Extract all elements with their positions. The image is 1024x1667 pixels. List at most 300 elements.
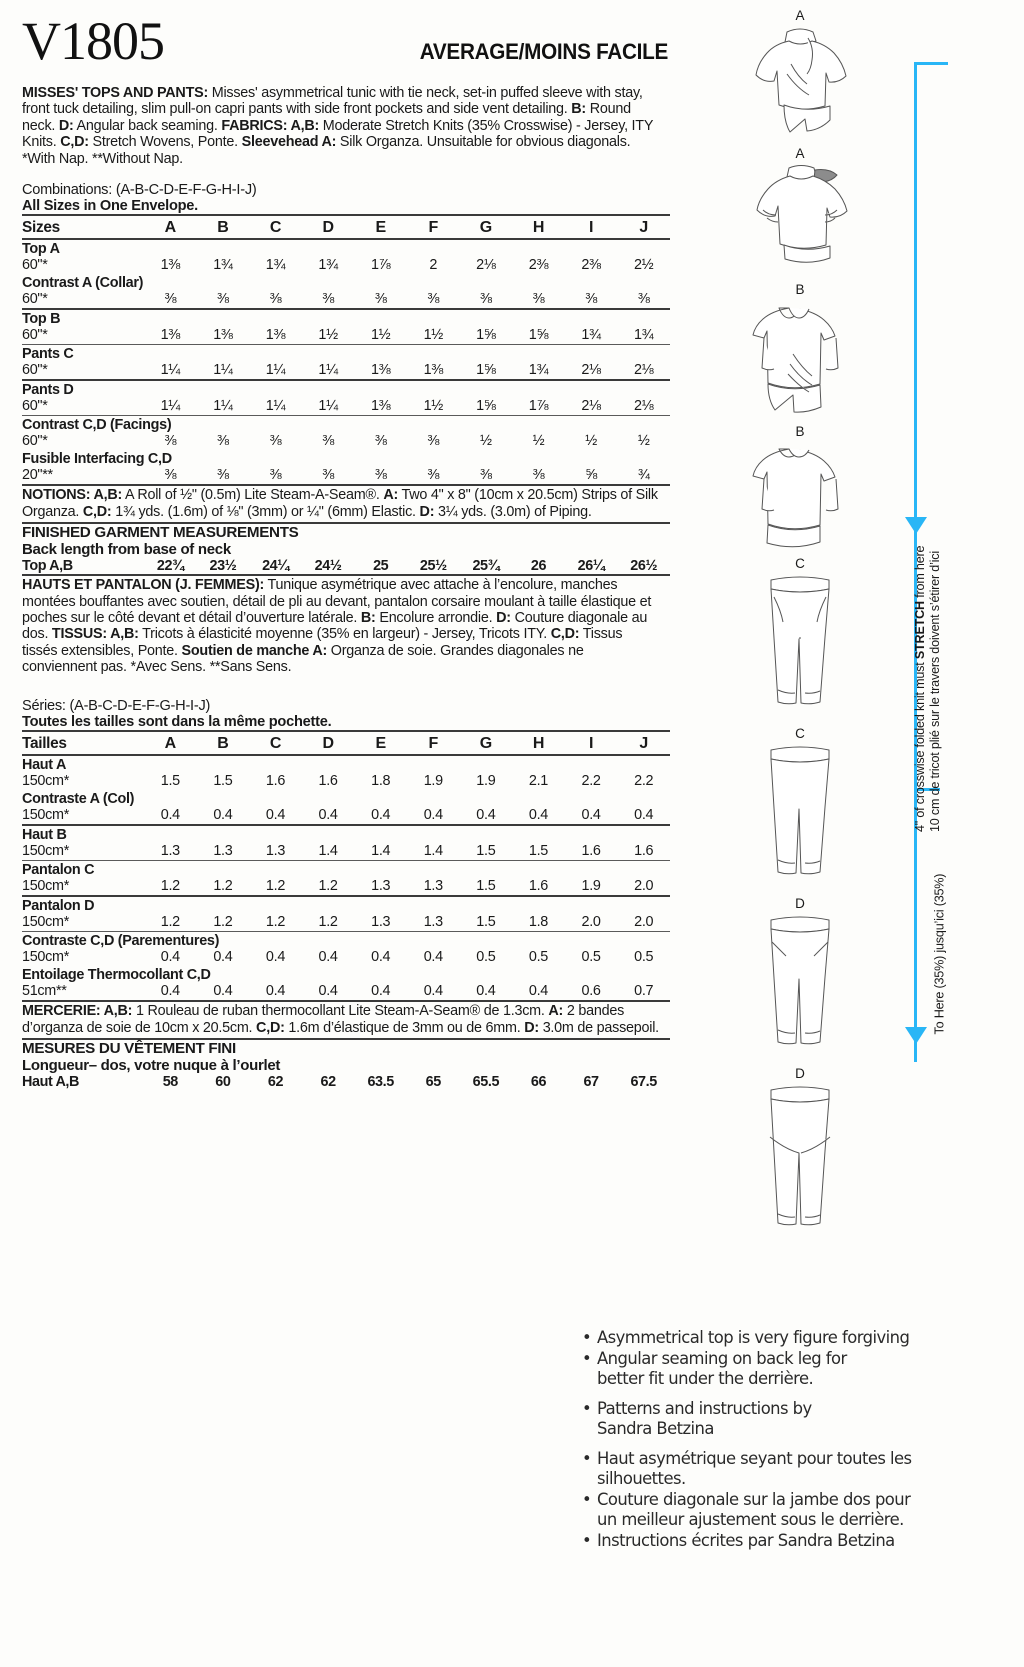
table-cell: 0.5 (528, 949, 548, 966)
bullet-text: Patterns and instructions by Sandra Betzina (597, 1398, 812, 1438)
table-cell: 2 (429, 257, 438, 274)
gauge-text-bottom-english: To Here (35%) (932, 955, 947, 1035)
capri-pants-back-angular-icon (725, 1082, 875, 1242)
desc-fr-soutien-text: Organza de soie. Grandes diagonales ne conviennent pas. *Avec Sens. **Sans Sens. (22, 642, 584, 676)
table-cell: ⅜ (322, 467, 334, 484)
table-cell: 1.2 (265, 878, 286, 895)
table-cell: 1.3 (371, 914, 391, 931)
illustration-label-5: C (795, 726, 805, 741)
list-item (582, 1399, 1012, 1440)
illustration-label-2: B (795, 282, 805, 297)
notions-en-label: NOTIONS: A,B: (22, 487, 123, 504)
table-cell: 1.5 (476, 843, 496, 860)
notions-fr-t1: 1 Rouleau de ruban thermocollant Lite Steam-A-Seam® de 1.3cm. (132, 1003, 549, 1020)
desc-fr-d-label: D: (496, 610, 511, 627)
table-header-row (22, 219, 670, 239)
table-header-col-J: J (639, 735, 648, 753)
notions-french (22, 1003, 660, 1036)
table-cell: 0.5 (634, 949, 654, 966)
desc-en-body: Misses' asymmetrical tunic with tie neck, set-in puffed sleeve with stay, front tuck detailing, slim pull-on capri pants with side front pockets and side vent detailing. (22, 85, 643, 118)
table-cell: 2⅛ (581, 398, 601, 415)
table-row (22, 949, 670, 966)
table-header-col-B: B (217, 219, 229, 237)
table-cell: 2½ (633, 257, 654, 274)
finished-en-v1: 23½ (209, 558, 237, 575)
table-header-col-E: E (375, 219, 386, 237)
desc-en-fabrics-text: Moderate Stretch Knits (35% Crosswise) - Jersey, ITY Knits. (22, 117, 653, 151)
table-header-col-F: F (428, 735, 438, 753)
table-row (22, 878, 670, 896)
gauge-text-top-french: 10 cm de tricot plié sur le travers doivent s’étirer d’ici (928, 551, 942, 832)
table-cell: 1.3 (265, 843, 286, 860)
table-row-width: 60"* (22, 362, 48, 379)
table-cell: 1.3 (371, 878, 391, 895)
table-cell: 1⅜ (370, 398, 391, 415)
table-row (22, 291, 670, 309)
table-cell: 1.9 (423, 773, 443, 790)
table-cell: 1¼ (213, 398, 233, 415)
table-header-label: Tailles (22, 735, 67, 753)
table-cell: 1.5 (476, 914, 496, 931)
table-cell: 0.4 (423, 807, 443, 824)
tunic-front-tie-neck-icon (725, 24, 875, 142)
table-row-width: 60"* (22, 398, 48, 415)
table-cell: 1⅞ (370, 257, 391, 274)
illustration-label-7: D (795, 1066, 805, 1081)
table-cell: 1.8 (528, 914, 548, 931)
table-group-label: Pants C (22, 346, 74, 363)
table-group-row (22, 274, 670, 291)
table-cell: 1¼ (160, 398, 180, 415)
bullet-text: Asymmetrical top is very figure forgiving (597, 1328, 910, 1347)
table-group-row (22, 239, 670, 257)
illustration-tunic-front-tie-neck (700, 8, 900, 142)
desc-en-b-text: Round neck. (22, 101, 631, 134)
table-row (22, 558, 670, 574)
table-row-width: 20"** (22, 467, 53, 484)
table-cell: ½ (585, 433, 597, 450)
finished-fr-v1: 60 (215, 1073, 231, 1090)
stretch-gauge (900, 62, 952, 1062)
table-group-row (22, 345, 670, 363)
table-row (22, 983, 670, 1001)
capri-pants-back-icon (725, 742, 875, 892)
illustration-label-4: C (795, 556, 805, 571)
bullet-dot-icon: • (582, 1328, 592, 1347)
table-cell: 1½ (370, 327, 391, 344)
illustration-label-6: D (795, 896, 805, 911)
desc-en-fabrics-label: FABRICS: A,B: (221, 117, 320, 134)
desc-fr-tissus-text: Tricots à élasticité moyenne (35% en largeur) - Jersey, Tricots ITY. (138, 626, 551, 643)
table-header-col-A: A (164, 219, 176, 237)
table-cell: 2.0 (634, 878, 654, 895)
table-cell: 1¾ (213, 257, 233, 274)
table-cell: 1⅝ (476, 362, 496, 379)
table-cell: 0.4 (160, 949, 180, 966)
info-column (22, 11, 670, 1090)
feature-bullets (582, 1328, 1012, 1551)
table-cell: 1⅝ (528, 327, 549, 344)
table-cell: 1.6 (265, 773, 286, 790)
table-cell: ⅜ (427, 433, 440, 450)
table-cell: 0.4 (265, 949, 286, 966)
table-cell: ½ (480, 433, 492, 450)
notions-en-cd-label: C,D: (82, 503, 112, 520)
tunic-back-tie-neck-icon (725, 162, 875, 278)
table-row-width: 60"* (22, 291, 48, 308)
list-item (582, 1490, 1012, 1531)
bullet-text: Haut asymétrique seyant pour toutes les silhouettes. (597, 1448, 912, 1488)
table-row-width: 51cm** (22, 983, 67, 1000)
table-cell: 1.4 (318, 843, 338, 860)
combos-en-line1: Combinations: (A-B-C-D-E-F-G-H-I-J) (22, 182, 257, 199)
table-cell: 1¼ (160, 362, 180, 379)
table-cell: 0.6 (581, 983, 601, 1000)
table-group-row (22, 896, 670, 914)
combinations-french (22, 698, 670, 730)
table-cell: 0.4 (318, 983, 338, 1000)
table-cell: 1.2 (318, 914, 338, 931)
desc-en-title: MISSES' TOPS AND PANTS: (22, 85, 208, 101)
table-cell: 1¼ (318, 398, 338, 415)
combos-en-line2: All Sizes in One Envelope. (22, 198, 198, 215)
table-cell: 0.4 (528, 807, 548, 824)
table-cell: ⅜ (427, 291, 440, 308)
table-cell: 1⅜ (160, 327, 180, 344)
table-cell: 0.5 (476, 949, 496, 966)
table-cell: ⅜ (269, 433, 282, 450)
finished-fr-v7: 66 (530, 1073, 547, 1090)
illustration-label-1: A (795, 146, 805, 161)
finished-en-bottom-rule (22, 574, 670, 576)
table-cell: ⅜ (164, 433, 177, 450)
desc-fr-b-text: Encolure arrondie. (375, 610, 497, 627)
illustration-capri-pants-back (700, 726, 900, 892)
table-cell: ⅜ (269, 291, 282, 308)
table-cell: 0.4 (160, 807, 180, 824)
table-group-label: Contrast A (Collar) (22, 275, 144, 292)
table-cell: ⅜ (322, 291, 334, 308)
table-cell: 0.5 (581, 949, 601, 966)
table-cell: 1¼ (265, 398, 286, 415)
finished-en-title: FINISHED GARMENT MEASUREMENTS (22, 524, 299, 542)
table-header-col-H: H (532, 735, 545, 753)
table-cell: 1.9 (581, 878, 601, 895)
table-group-row (22, 825, 670, 843)
list-item (582, 1328, 1012, 1349)
table-header-col-C: C (269, 219, 282, 237)
table-group-label: Pants D (22, 382, 74, 399)
illustration-tunic-back-tie-neck (700, 146, 900, 278)
table-row (22, 433, 670, 450)
desc-en-d-label: D: (58, 117, 74, 134)
table-row-width: 150cm* (22, 843, 69, 860)
table-cell: 1¾ (633, 327, 654, 344)
yardage-table-english (22, 219, 670, 486)
table-header-col-D: D (322, 735, 334, 753)
table-en-top-rule (22, 214, 670, 216)
notions-en-t4: 3¼ yds. (3.0m) of Piping. (434, 503, 592, 520)
table-cell: 0.4 (371, 807, 391, 824)
table-row-width: 150cm* (22, 773, 69, 790)
illustration-column (700, 8, 900, 1246)
table-cell: 0.4 (213, 983, 233, 1000)
finished-measurements-french (22, 1074, 670, 1090)
gauge-arrow-bottom-icon (905, 1027, 927, 1044)
table-group-label: Top A (22, 241, 60, 258)
bullet-text: Instructions écrites par Sandra Betzina (597, 1530, 895, 1550)
finished-en-v9: 26½ (630, 558, 658, 575)
desc-en-cd-text: Stretch Wovens, Ponte. (88, 134, 242, 151)
table-cell: 0.4 (528, 983, 548, 1000)
finished-en-v3: 24½ (314, 558, 342, 575)
table-cell: ⅜ (217, 467, 229, 484)
gauge-text-bottom-french: jusqu’ici (35%) (932, 873, 947, 953)
bullet-dot-icon: • (582, 1348, 592, 1368)
table-group-row (22, 790, 670, 807)
finished-en-v0: 22¾ (156, 558, 184, 575)
finished-fr-row-label: Haut A,B (22, 1073, 80, 1090)
bullet-dot-icon: • (582, 1489, 592, 1509)
table-header-col-I: I (588, 219, 594, 237)
table-cell: 1½ (423, 398, 443, 415)
table-cell: ½ (637, 433, 650, 450)
table-group-label: Fusible Interfacing C,D (22, 451, 172, 468)
list-item (582, 1531, 1012, 1552)
table-fr-top-rule (22, 730, 670, 732)
gauge-text-top (913, 72, 943, 832)
desc-fr-title: HAUTS ET PANTALON (J. FEMMES): (22, 577, 265, 594)
notions-fr-t3: 1.6m d’élastique de 3mm ou de 6mm. (284, 1019, 525, 1036)
table-row (22, 398, 670, 416)
illustration-capri-pants-back-angular (700, 1066, 900, 1242)
table-cell: 0.4 (160, 983, 180, 1000)
table-cell: 0.4 (423, 983, 443, 1000)
finished-en-v8: 26¼ (577, 558, 605, 575)
table-row (22, 257, 670, 274)
table-cell: 0.4 (371, 949, 391, 966)
table-header-label: Sizes (22, 219, 60, 237)
notions-fr-a-label: A: (548, 1003, 564, 1020)
table-cell: ⅝ (585, 467, 597, 484)
table-cell: 1¼ (265, 362, 286, 379)
table-cell: 1⅜ (423, 362, 443, 379)
capri-pants-front-angular-icon (725, 912, 875, 1062)
table-row (22, 773, 670, 790)
table-row-width: 60"* (22, 433, 48, 450)
table-cell: 0.4 (213, 807, 233, 824)
table-cell: 2.1 (528, 773, 548, 790)
table-header-col-F: F (428, 219, 438, 237)
table-cell: ⅜ (217, 433, 229, 450)
description-english (22, 85, 660, 167)
table-cell: 0.4 (581, 807, 601, 824)
table-cell: 1.2 (265, 914, 286, 931)
illustration-capri-pants-front (700, 556, 900, 722)
table-cell: 2.0 (634, 914, 654, 931)
finished-en-v6: 25¾ (472, 558, 500, 575)
capri-pants-front-icon (725, 572, 875, 722)
finished-fr-v5: 65 (425, 1073, 441, 1090)
table-cell: 1¾ (265, 257, 286, 274)
table-cell: 1.4 (371, 843, 391, 860)
desc-en-cd-label: C,D: (60, 134, 89, 151)
illustration-capri-pants-front-angular (700, 896, 900, 1062)
table-cell: 2⅜ (581, 257, 601, 274)
gauge-text-top-english: 4" of crosswise folded knit must STRETCH from here (913, 545, 927, 832)
table-cell: ¾ (637, 467, 650, 484)
table-cell: 1⅜ (370, 362, 391, 379)
table-cell: 1⅞ (528, 398, 549, 415)
combos-fr-line1: Séries: (A-B-C-D-E-F-G-H-I-J) (22, 697, 211, 714)
finished-fr-v3: 62 (320, 1073, 336, 1090)
table-group-row (22, 861, 670, 879)
table-cell: 0.4 (318, 807, 338, 824)
table-cell: 1.6 (318, 773, 338, 790)
finished-en-v2: 24¼ (262, 558, 289, 575)
pattern-number: V1805 (22, 11, 164, 71)
desc-fr-cd-text: Tissus tissés extensibles, Ponte. (22, 626, 623, 659)
desc-fr-soutien-label: Soutien de manche A: (181, 642, 328, 659)
bullet-dot-icon: • (582, 1448, 592, 1468)
finished-fr-v0: 58 (162, 1073, 178, 1090)
table-header-col-G: G (479, 219, 492, 237)
table-header-col-A: A (164, 735, 176, 753)
table-cell: 1.3 (213, 843, 233, 860)
table-group-row (22, 932, 670, 950)
desc-fr-b-label: B: (360, 610, 376, 627)
table-header-col-B: B (217, 735, 229, 753)
combos-fr-line2: Toutes les tailles sont dans la même pochette. (22, 713, 332, 730)
table-cell: 2.2 (634, 773, 654, 790)
table-group-label: Pantalon D (22, 898, 95, 915)
finished-fr-title: MESURES DU VÊTEMENT FINI (22, 1039, 236, 1057)
table-header-col-J: J (639, 219, 648, 237)
table-cell: ⅜ (427, 467, 440, 484)
table-cell: 1.6 (634, 843, 654, 860)
table-group-row (22, 450, 670, 467)
table-cell: 1¼ (318, 362, 338, 379)
notions-fr-label: MERCERIE: A,B: (22, 1003, 133, 1020)
tunic-back-round-neck-icon (725, 440, 875, 552)
illustration-label-3: B (795, 424, 805, 439)
finished-fr-v4: 63.5 (367, 1073, 394, 1090)
table-row-width: 150cm* (22, 914, 69, 931)
desc-en-nap-note: *With Nap. **Without Nap. (22, 150, 183, 167)
table-header-col-E: E (375, 735, 386, 753)
finished-fr-v6: 65.5 (472, 1073, 500, 1090)
table-group-label: Haut A (22, 757, 67, 774)
table-cell: 0.4 (371, 983, 391, 1000)
table-group-label: Contraste C,D (Parementures) (22, 933, 220, 950)
table-cell: ½ (532, 433, 545, 450)
table-header-col-G: G (479, 735, 492, 753)
list-item (582, 1349, 1012, 1390)
table-cell: 0.4 (213, 949, 233, 966)
table-cell: 0.4 (265, 807, 286, 824)
table-cell: 2.0 (581, 914, 601, 931)
yardage-table-french (22, 735, 670, 1002)
tunic-front-round-neck-icon (725, 298, 875, 420)
table-cell: ⅜ (480, 467, 492, 484)
table-cell: 1¾ (318, 257, 338, 274)
table-cell: 1¼ (213, 362, 233, 379)
table-cell: 1.5 (160, 773, 180, 790)
gauge-text-bottom (933, 815, 948, 1035)
table-cell: 0.4 (634, 807, 654, 824)
notions-english (22, 487, 660, 520)
table-row (22, 362, 670, 380)
table-group-label: Haut B (22, 827, 67, 844)
table-cell: 1⅜ (160, 257, 180, 274)
table-group-label: Contrast C,D (Facings) (22, 417, 172, 434)
table-cell: ⅜ (374, 467, 387, 484)
table-cell: ⅜ (585, 291, 597, 308)
table-cell: 2⅛ (633, 362, 654, 379)
table-cell: 1.6 (528, 878, 548, 895)
finished-en-v7: 26 (530, 558, 547, 575)
bullet-dot-icon: • (582, 1530, 592, 1550)
table-cell: ⅜ (374, 291, 387, 308)
table-cell: 1½ (318, 327, 338, 344)
desc-fr-d-text: Couture diagonale au dos. (22, 610, 648, 643)
table-group-label: Contraste A (Col) (22, 791, 135, 808)
notions-en-d-label: D: (419, 503, 435, 520)
table-row (22, 327, 670, 345)
table-cell: 1.8 (371, 773, 391, 790)
notions-fr-t2: 2 bandes d’organza de soie de 10cm x 20.5cm. (22, 1003, 625, 1036)
finished-en-row-label: Top A,B (22, 558, 73, 575)
finished-en-v4: 25 (373, 558, 389, 575)
table-cell: 1.3 (423, 878, 443, 895)
table-row-width: 150cm* (22, 807, 69, 824)
table-group-row (22, 755, 670, 773)
table-cell: 1.2 (213, 878, 233, 895)
table-group-label: Pantalon C (22, 862, 95, 879)
table-cell: 1.2 (318, 878, 338, 895)
desc-fr-tissus-label: TISSUS: A,B: (51, 626, 139, 643)
illustration-tunic-back-round-neck (700, 424, 900, 552)
desc-en-d-text: Angular back seaming. (73, 117, 222, 134)
bullet-text: Couture diagonale sur la jambe dos pour un meilleur ajustement sous le derrière. (597, 1489, 911, 1529)
table-cell: ⅜ (374, 433, 387, 450)
table-row (22, 807, 670, 825)
table-cell: ⅜ (164, 291, 177, 308)
table-cell: ⅜ (532, 467, 545, 484)
table-group-row (22, 380, 670, 398)
notions-en-t1: A Roll of ½" (0.5m) Lite Steam-A-Seam®. (122, 487, 384, 504)
table-cell: ⅜ (637, 291, 650, 308)
table-group-label: Entoilage Thermocollant C,D (22, 967, 211, 984)
table-cell: ⅜ (322, 433, 334, 450)
gauge-top-cap (914, 62, 948, 65)
table-cell: 0.4 (476, 807, 496, 824)
bullet-dot-icon: • (582, 1398, 592, 1418)
finished-en-subtitle: Back length from base of neck (22, 541, 231, 559)
table-cell: 1⅝ (476, 327, 496, 344)
notions-en-t2: Two 4" x 8" (10cm x 20.5cm) Strips of Silk Organza. (22, 487, 658, 520)
table-header-col-C: C (269, 735, 282, 753)
table-row-width: 150cm* (22, 949, 69, 966)
table-cell: 1.3 (423, 914, 443, 931)
table-cell: ⅜ (217, 291, 229, 308)
table-cell: 2⅛ (633, 398, 654, 415)
desc-en-sleevehead-label: Sleevehead A: (241, 134, 337, 151)
table-cell: 1⅜ (213, 327, 233, 344)
description-french (22, 577, 660, 675)
table-cell: 1¾ (581, 327, 601, 344)
table-row-width: 60"* (22, 257, 48, 274)
